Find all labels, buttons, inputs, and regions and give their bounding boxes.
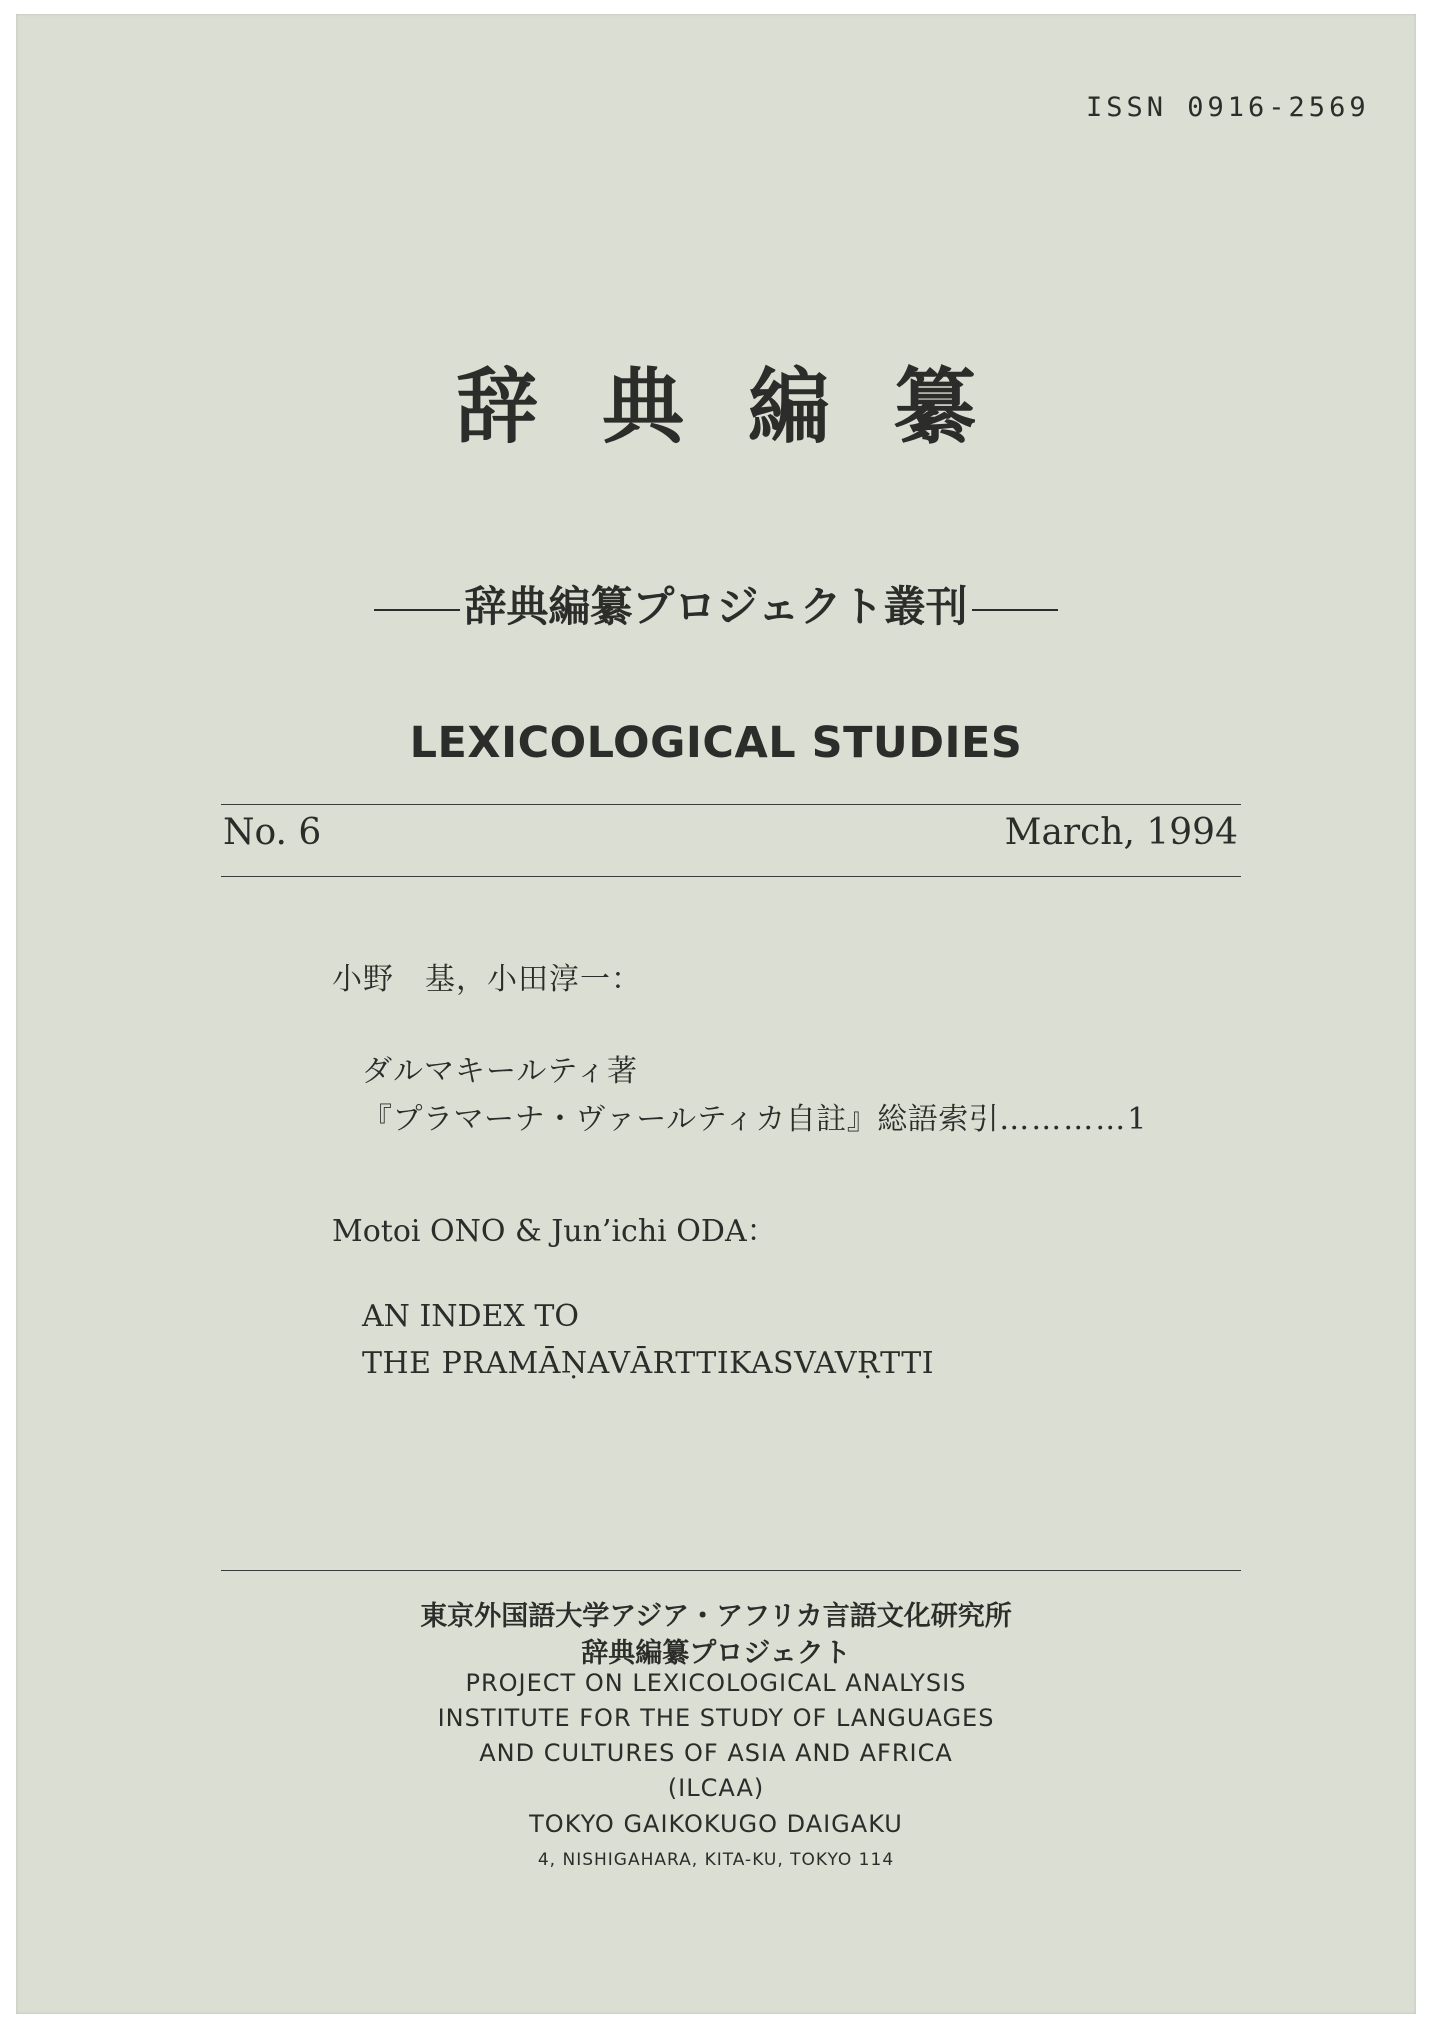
footer-divider bbox=[221, 1570, 1241, 1571]
main-title-ja: 辞典編纂 bbox=[455, 360, 1040, 455]
series-name-ja: 辞典編纂プロジェクト叢刊 bbox=[464, 582, 968, 631]
publisher-institute-ja: 東京外国語大学アジア・アフリカ言語文化研究所 bbox=[420, 1601, 1012, 1632]
series-name-line bbox=[16, 574, 1416, 634]
dot-leader: ………… bbox=[999, 1102, 1128, 1137]
journal-cover bbox=[16, 14, 1416, 2014]
left-dash bbox=[374, 609, 460, 611]
publisher-acronym: (ILCAA) bbox=[667, 1774, 765, 1802]
top-divider bbox=[221, 804, 1241, 805]
publisher-address: 4, NISHIGAHARA, KITA-KU, TOKYO 114 bbox=[537, 1850, 895, 1870]
authors-en: Motoi ONO & Jun’ichi ODA： bbox=[332, 1214, 777, 1249]
issue-number: No. 6 bbox=[223, 812, 322, 853]
publisher-university: TOKYO GAIKOKUGO DAIGAKU bbox=[529, 1810, 903, 1838]
work-title-en-line1: AN INDEX TO bbox=[362, 1299, 580, 1334]
work-title-en-line2: THE PRAMĀṆAVĀRTTIKASVAVṚTTI bbox=[362, 1346, 935, 1381]
issue-date: March, 1994 bbox=[1004, 812, 1238, 853]
publisher-project-ja: 辞典編纂プロジェクト bbox=[581, 1638, 851, 1669]
publisher-institute-en-2: AND CULTURES OF ASIA AND AFRICA bbox=[479, 1739, 953, 1767]
series-title-en: LEXICOLOGICAL STUDIES bbox=[409, 718, 1023, 768]
work-title-ja-line1: ダルマキールティ著 bbox=[362, 1054, 638, 1089]
publisher-project-en: PROJECT ON LEXICOLOGICAL ANALYSIS bbox=[465, 1669, 967, 1697]
publisher-institute-en-1: INSTITUTE FOR THE STUDY OF LANGUAGES bbox=[437, 1704, 995, 1732]
right-dash bbox=[972, 609, 1058, 611]
authors-ja: 小野 基，小田淳一： bbox=[332, 962, 642, 997]
issn-number: ISSN 0916-2569 bbox=[1086, 92, 1370, 123]
work-title-ja-line2 bbox=[362, 1094, 1147, 1138]
work-title-ja: 『プラマーナ・ヴァールティカ自註』総語索引 bbox=[362, 1102, 1000, 1137]
page-number: 1 bbox=[1127, 1102, 1147, 1137]
bottom-divider bbox=[221, 876, 1241, 877]
